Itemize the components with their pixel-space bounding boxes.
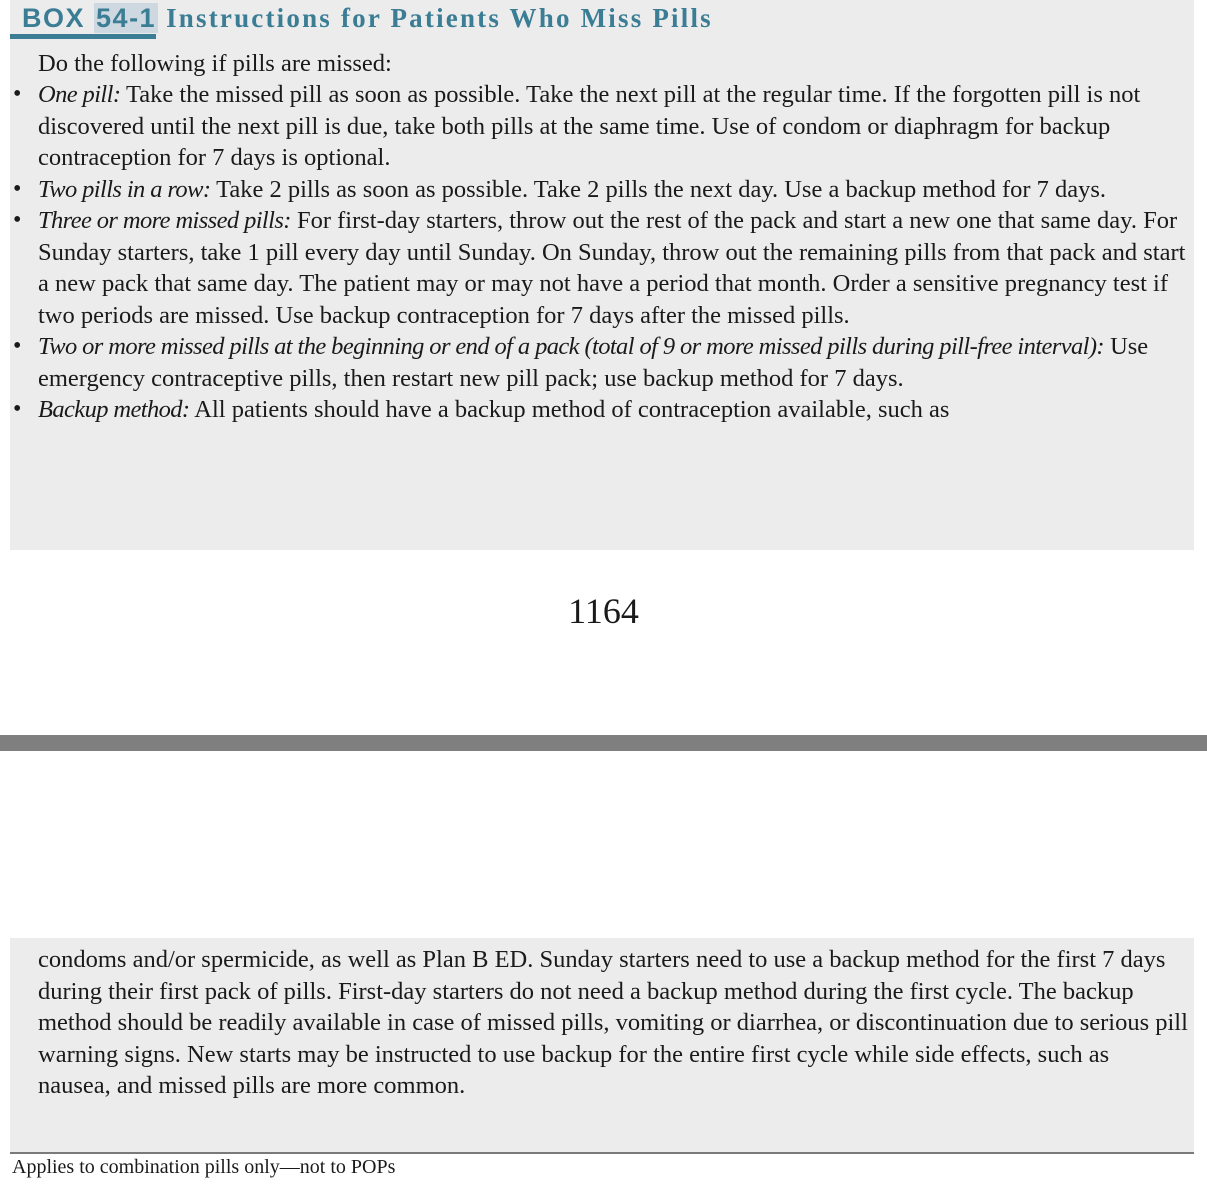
instruction-list bbox=[10, 79, 1190, 426]
box-number: 54-1 bbox=[96, 3, 157, 33]
box-panel-top bbox=[10, 42, 1194, 550]
continuation-text: condoms and/or spermicide, as well as Plan B ED. Sunday starters need to use a backup method for the first 7 days during their first pack of pills. First-day starters do not need a backup method during the first cycle. The backup method should be readily available in case of missed pills, vomiting or diarrhea, or discontinuation due to serious pill warning signs. New starts may be instructed to use backup for the entire first cycle while side effects, such as nausea, and missed pills are more common. bbox=[38, 946, 1188, 1099]
item-lead: One pill: bbox=[38, 81, 121, 108]
item-text: All patients should have a backup method of contraception available, such as bbox=[189, 396, 950, 423]
box-label bbox=[22, 3, 158, 33]
item-text: Take the missed pill as soon as possible. Take the next pill at the regular time. If the forgotten pill is not discovered until the next pill is due, take both pills at the same time. Use of condom or diaphragm for backup contraception for 7 days is optional. bbox=[38, 81, 1141, 171]
bullet-icon: • bbox=[13, 175, 22, 202]
bullet-icon: • bbox=[13, 207, 22, 233]
bullet-icon: • bbox=[13, 396, 22, 422]
page-number: 1164 bbox=[568, 591, 639, 631]
item-lead: Two or more missed pills at the beginning or end of a pack (total of 9 or more missed pills during pill-free interval): bbox=[38, 333, 1104, 360]
box-heading: Instructions for Patients Who Miss Pills bbox=[166, 3, 713, 33]
item-lead: Two pills in a row: bbox=[38, 175, 211, 203]
item-text: For first-day starters, throw out the rest of the pack and start a new one that same day. For Sunday starters, take 1 pill every day until Sunday. On Sunday, throw out the remaining pills from that pack and start a new pack that same day. The patient may or may not have a period that month. Order a sensitive pregnancy test if two periods are missed. Use backup contraception for 7 days after the missed pills. bbox=[38, 207, 1186, 329]
list-item bbox=[10, 394, 1190, 426]
list-item bbox=[10, 205, 1190, 331]
list-item bbox=[10, 331, 1190, 394]
item-lead: Three or more missed pills: bbox=[38, 207, 291, 234]
list-item bbox=[10, 79, 1190, 174]
bullet-icon: • bbox=[13, 81, 22, 107]
item-lead: Backup method: bbox=[38, 396, 190, 423]
box-title bbox=[22, 2, 713, 34]
page-separator bbox=[0, 735, 1207, 751]
title-underline bbox=[10, 34, 156, 39]
list-item bbox=[10, 174, 1190, 206]
item-text: Take 2 pills as soon as possible. Take 2 pills the next day. Use a backup method for 7 days. bbox=[210, 175, 1107, 203]
box-header bbox=[10, 0, 1194, 42]
item-text: Use emergency contraceptive pills, then restart new pill pack; use backup method for 7 days. bbox=[38, 333, 1149, 392]
box-label-text: BOX bbox=[22, 3, 86, 33]
box-panel-continued bbox=[10, 938, 1194, 1152]
intro-text: Do the following if pills are missed: bbox=[38, 50, 392, 77]
bullet-icon: • bbox=[13, 333, 22, 359]
footnote: Applies to combination pills only—not to POPs bbox=[12, 1156, 396, 1178]
